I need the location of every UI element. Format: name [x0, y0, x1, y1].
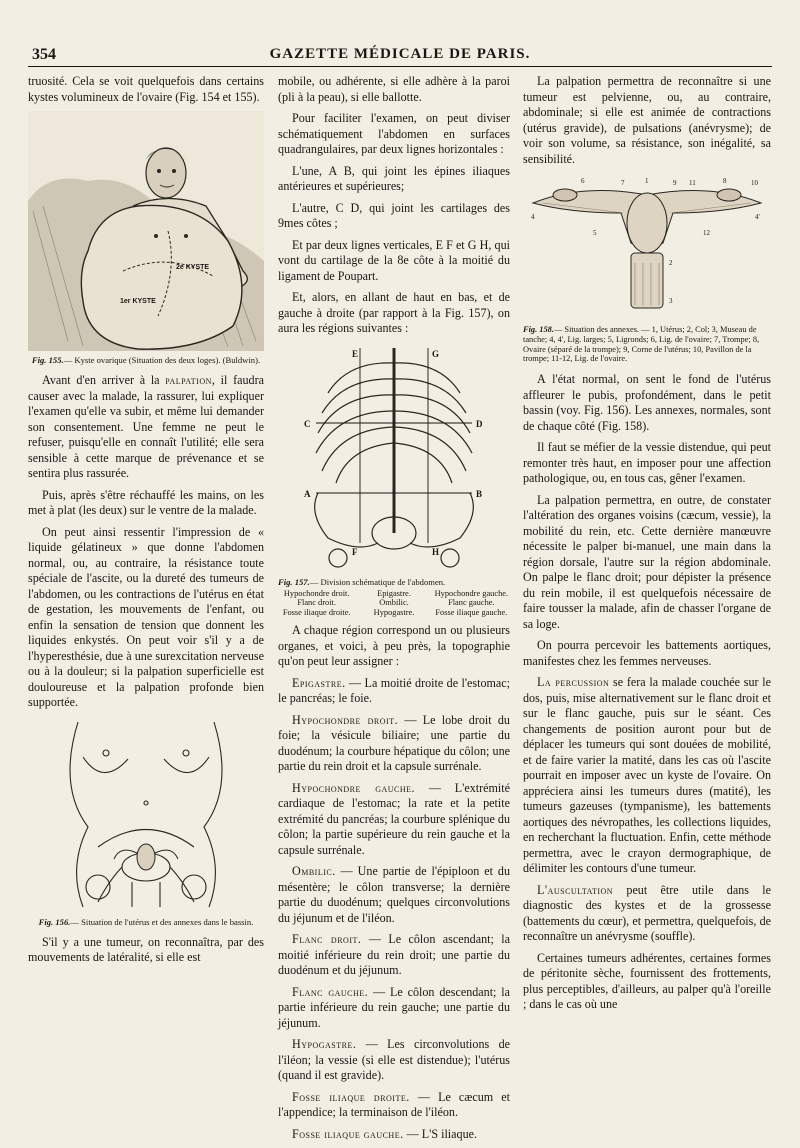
- legend-item: Flanc droit.: [297, 598, 336, 608]
- svg-text:5: 5: [593, 229, 597, 237]
- region-term: Hypochondre gauche.: [292, 780, 416, 795]
- legend-item: Ombilic.: [379, 598, 409, 608]
- percussion-term: La percussion: [537, 675, 610, 690]
- paragraph: [523, 675, 771, 877]
- line-letter-B: B: [476, 488, 483, 499]
- line-letter-E: E: [352, 348, 359, 359]
- region-entry: [278, 932, 510, 979]
- line-letter-G: G: [432, 348, 440, 359]
- region-term: Fosse iliaque droite.: [292, 1089, 410, 1104]
- region-term: Ombilic.: [292, 864, 336, 879]
- column-left: [28, 74, 264, 972]
- line-letter-A: A: [304, 488, 311, 499]
- paragraph: [28, 373, 264, 482]
- figure-155-caption: [28, 355, 264, 365]
- figure-157-caption: [278, 577, 510, 587]
- paragraph: On peut ainsi ressentir l'impression de « liquide gélatineux » que donne l'abdomen normal, ou, au contraire, la résistance toute spéciale de l'ascite, ou la dureté des tumeurs de l'abdomen, ou les contractions de l'utérus en état de gestation, les mouvements de l'enfant, ou enfin la sensation de tension que donnent les liquides enkystés. On peut voir s'il y a de l'hyperesthésie, due à une surexcitation nerveuse ou à la douleur; si la palpation superficielle est douloureuse et la palpation profonde bien supportée.: [28, 524, 264, 709]
- line-letter-H: H: [432, 546, 440, 557]
- region-text: — Le lobe droit du foie; la vésicule biliaire; une partie du duodénum; la courbure hépatique du côlon; une partie du rein droit et la capsule surrénale.: [278, 712, 510, 774]
- legend-item: Fosse iliaque gauche.: [435, 607, 508, 617]
- legend-item: Hypochondre droit.: [283, 588, 350, 598]
- line-letter-C: C: [304, 418, 311, 429]
- paragraph-text: , il faudra causer avec la malade, la rassurer, lui expliquer l'examen qu'elle va subir, et même lui demander son consentement. Une femme ne peut le refuser, puisqu'elle en connaît l'utilité; elle sera sensible à cette marque de prévenance et se sentira plus rassurée.: [28, 373, 264, 480]
- label-second-cyst: 2e KYSTE: [176, 264, 210, 271]
- legend-item: Hypogastre.: [373, 607, 415, 617]
- page-header: [28, 44, 772, 67]
- svg-text:10: 10: [751, 179, 758, 187]
- region-entry: [278, 1127, 510, 1143]
- paragraph: Certaines tumeurs adhérentes, certaines formes de péritonite sèche, fournissent des frottements, plus perceptibles, d'ailleurs, au palper qu'à l'oreille ; dans le cas où une: [523, 950, 771, 1012]
- region-term: Flanc gauche.: [292, 984, 369, 999]
- paragraph: L'autre, C D, qui joint les cartilages des 9mes côtes ;: [278, 200, 510, 230]
- region-term: Hypogastre.: [292, 1037, 357, 1052]
- paragraph: La palpation permettra, en outre, de constater l'altération des organes voisins (cæcum, vessie), la mobilité du rein, etc. Cette dernière manœuvre nécessite le palper bi-manuel, une main dans la région dorsale, l'autre sur la région abdominale. On palpe le flanc droit; pour dépister la présence du rein mobile, il est quelquefois nécessaire de faire tousser la malade, afin de chasser l'organe de sa loge.: [523, 492, 771, 631]
- column-right: [523, 74, 771, 1019]
- svg-text:4': 4': [755, 213, 760, 221]
- svg-text:3: 3: [669, 297, 673, 305]
- legend-item: Hypochondre gauche.: [434, 588, 509, 598]
- paragraph: Et par deux lignes verticales, E F et G H, qui vont du cartilage de la 8e côte à la moitié du ligament de Poupart.: [278, 237, 510, 283]
- region-entry: [278, 985, 510, 1032]
- svg-text:9: 9: [673, 179, 677, 187]
- legend-item: Fosse iliaque droite.: [282, 607, 351, 617]
- figure-158-caption: [523, 325, 771, 364]
- figure-157-caption-text: — Division schématique de l'abdomen.: [309, 576, 446, 587]
- paragraph-text: peut être utile dans le diagnostic des kystes et de la grossesse (battements du cœur), et permettra, quelquefois, de reconnaître un anévrysme (souffle).: [523, 882, 771, 944]
- region-term: Epigastre.: [292, 675, 346, 690]
- region-term: Flanc droit.: [292, 932, 362, 947]
- region-text: — Une partie de l'épiploon et du mésentère; le côlon transverse; la dernière partie du duodénum; quelques circonvolutions du jéjunum et de l'iléon.: [278, 864, 510, 925]
- figure-157-illustration: [278, 343, 510, 573]
- auscultation-term: L'auscultation: [537, 882, 614, 897]
- paragraph-text: se fera la malade couchée sur le dos, puis, mise alternativement sur le flanc droit et sur le flanc gauche, puis sur le séant. Ces changements de position auront pour but de déplacer les tumeurs qui sont douées de mobilité, et de faire varier la matité, dans les cas où l'ascite pourrait en imposer avec un kyste de l'ovaire. On appréciera ainsi les tumeurs dures (matité), les tumeurs gazeuses (tympanisme), les battements aortiques des névropathes, les collections liquides, en recherchant la fluctuation. Enfin, cette méthode permettra, avec le crayon dermographique, de délimiter les contours d'une tumeur.: [523, 675, 771, 876]
- figure-155-caption-number: Fig. 155.: [31, 355, 64, 365]
- region-entry: [278, 676, 510, 707]
- svg-text:8: 8: [723, 177, 727, 185]
- paragraph: A l'état normal, on sent le fond de l'utérus affleurer le pubis, profondément, dans le petit bassin (voy. Fig. 156). Les annexes, normales, sont de chaque côté (Fig. 158).: [523, 372, 771, 433]
- region-text: — Le côlon descendant; la partie inférieure du rein gauche; une partie du jéjunum.: [278, 984, 510, 1030]
- journal-title: GAZETTE MÉDICALE DE PARIS.: [269, 46, 531, 62]
- paragraph: Pour faciliter l'examen, on peut diviser schématiquement l'abdomen en surfaces quadrangulaires, par deux lignes horizontales :: [278, 111, 510, 156]
- figure-156-caption-number: Fig. 156.: [38, 916, 71, 927]
- svg-text:2: 2: [669, 259, 673, 267]
- region-text: — La moitié droite de l'estomac; le pancréas; le foie.: [278, 675, 510, 706]
- paragraph: truosité. Cela se voit quelquefois dans certains kystes volumineux de l'ovaire (Fig. 154 et 155).: [28, 74, 264, 104]
- figure-156-illustration: [28, 717, 264, 913]
- paragraph: [523, 883, 771, 945]
- paragraph: Il faut se méfier de la vessie distendue, qui peut remonter très haut, en imposer pour une affection pathologique, ou, en tous cas, gêner l'examen.: [523, 440, 771, 486]
- svg-text:11: 11: [689, 179, 696, 187]
- region-text: — Les circonvolutions de l'iléon; la vessie (si elle est distendue); l'utérus (quand il est gravide).: [278, 1037, 510, 1083]
- paragraph: A chaque région correspond un ou plusieurs organes, et voici, à peu près, la topographie qu'on peut leur assigner :: [278, 623, 510, 669]
- paragraph: mobile, ou adhérente, si elle adhère à la paroi (pli à la peau), si elle ballotte.: [278, 74, 510, 104]
- svg-text:12: 12: [703, 229, 710, 237]
- region-entry: [278, 781, 510, 859]
- paragraph: La palpation permettra de reconnaître si une tumeur est pelvienne, ou, au contraire, abdominale; si elle est animée de contractions (utérus gravide), de pulsations (anévrysme); de voir son volume, sa résistance, son inégalité, sa sensibilité.: [523, 74, 771, 166]
- figure-155-illustration: [28, 111, 264, 351]
- figure-157-caption-number: Fig. 157.: [278, 576, 310, 587]
- legend-item: Epigastre.: [377, 588, 411, 598]
- region-text: — L'S iliaque.: [403, 1126, 478, 1141]
- region-text: — L'extrémité cardiaque de l'estomac; la rate et la petite extrémité du pancréas; la courbure splénique du côlon; la partie supérieure du rein gauche et la capsule surrénale.: [278, 780, 510, 857]
- svg-text:1: 1: [645, 177, 649, 185]
- region-text: — Le cæcum et l'appendice; la terminaison de l'iléon.: [278, 1089, 510, 1120]
- figure-157-legend: [278, 589, 510, 618]
- region-term: Fosse iliaque gauche.: [292, 1126, 404, 1141]
- paragraph-text: Avant d'en arriver à la: [42, 373, 160, 387]
- palpation-term: palpation: [165, 373, 212, 387]
- paragraph: Et, alors, en allant de haut en bas, et de gauche à droite (par rapport à la Fig. 157), on aura les régions suivantes :: [278, 290, 510, 335]
- svg-text:4: 4: [531, 213, 535, 221]
- region-entry: [278, 864, 510, 926]
- line-letter-D: D: [476, 418, 483, 429]
- svg-text:6: 6: [581, 177, 585, 185]
- paragraph: Puis, après s'être réchauffé les mains, on les met à plat (les deux) sur le ventre de la malade.: [28, 487, 264, 517]
- region-entry: [278, 1037, 510, 1084]
- region-text: — Le côlon ascendant; la moitié inférieure du rein droit; une partie du duodénum et du jéjunum.: [278, 932, 510, 978]
- figure-155-caption-text: — Kyste ovarique (Situation des deux loges). (Buldwin).: [63, 355, 261, 365]
- figure-156-caption: [28, 917, 264, 927]
- paragraph: S'il y a une tumeur, on reconnaîtra, par des mouvements de latéralité, si elle est: [28, 934, 264, 964]
- region-entry: [278, 713, 510, 775]
- figure-156-caption-text: — Situation de l'utérus et des annexes dans le bassin.: [70, 916, 254, 927]
- paragraph: L'une, A B, qui joint les épines iliaques antérieures et supérieures;: [278, 163, 510, 193]
- paragraph: On pourra percevoir les battements aortiques, manifestes chez les femmes nerveuses.: [523, 638, 771, 668]
- legend-item: Flanc gauche.: [448, 598, 495, 608]
- column-middle: [278, 74, 510, 1148]
- region-entry: [278, 1090, 510, 1121]
- region-term: Hypochondre droit.: [292, 712, 399, 727]
- label-first-cyst: 1er KYSTE: [120, 298, 156, 305]
- svg-text:7: 7: [621, 179, 625, 187]
- page-number: 354: [32, 46, 56, 63]
- figure-158-caption-number: Fig. 158.: [523, 325, 554, 334]
- line-letter-F: F: [352, 546, 358, 557]
- figure-158-illustration: [523, 173, 771, 321]
- figure-158-caption-text: — Situation des annexes. — 1, Utérus; 2, Col; 3, Museau de tanche; 4, 4', Lig. larges; 5, Ligronds; 6, Lig. de l'ovaire; 7, Trompe; 8, Ovaire (séparé de la trompe); 9, Corne de l'utérus; 10, Pavillon de la trompe; 11-12, Lig. de l'ovaire.: [523, 325, 760, 364]
